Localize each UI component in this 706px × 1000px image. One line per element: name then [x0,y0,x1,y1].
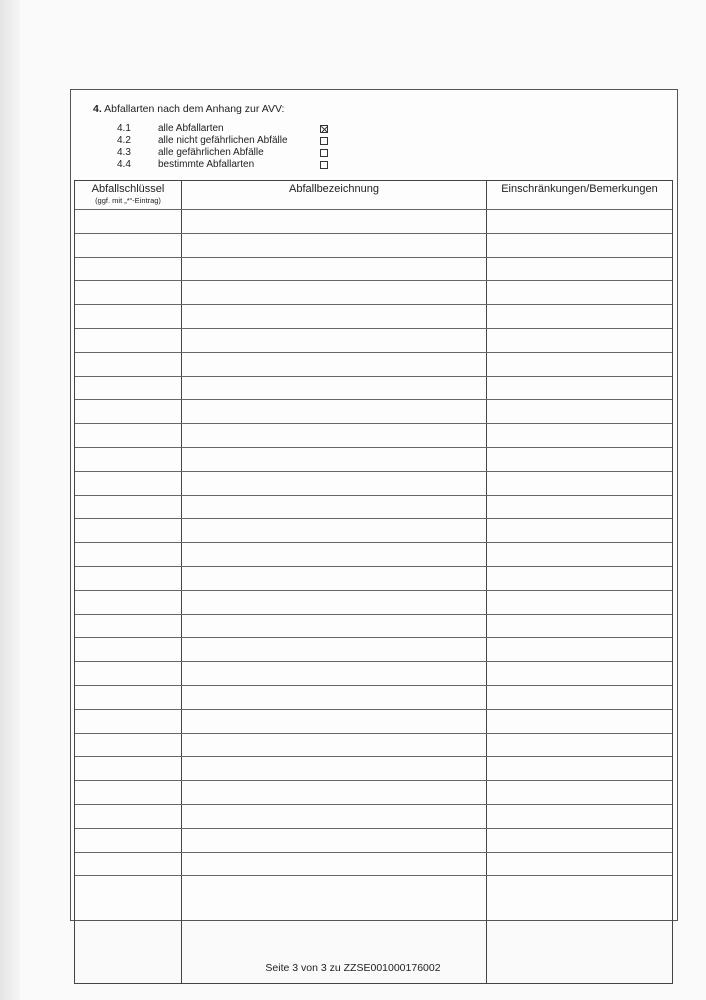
section-number: 4. [93,103,102,115]
option-number: 4.4 [117,159,131,170]
checkbox-all-waste-types[interactable] [320,125,328,133]
column-divider [486,181,487,983]
table-row-line [75,709,672,710]
form-frame [70,89,678,921]
checkbox-hazardous-waste[interactable] [320,149,328,157]
table-row-line [75,614,672,615]
table-row-line [75,257,672,258]
option-label: alle Abfallarten [158,123,224,134]
option-number: 4.2 [117,135,131,146]
table-row-line [75,685,672,686]
table-row-line [75,590,672,591]
table-row-line [75,828,672,829]
table-row-line [75,542,672,543]
table-row-line [75,756,672,757]
table-row-line [75,518,672,519]
header-waste-code: Abfallschlüssel (ggf. mit „*“-Eintrag) [75,183,181,205]
checkbox-specific-waste-types[interactable] [320,161,328,169]
scan-edge [0,0,20,1000]
table-row-line [75,376,672,377]
table-row-line [75,280,672,281]
option-label: alle gefährlichen Abfälle [158,147,264,158]
header-waste-description: Abfallbezeichnung [289,183,379,195]
table-row-line [75,661,672,662]
header-restrictions-remarks: Einschränkungen/Bemerkungen [501,183,658,195]
table-row-line [75,495,672,496]
table-row-line [75,733,672,734]
table-row-line [75,447,672,448]
table-row-line [75,423,672,424]
section-title: Abfallarten nach dem Anhang zur AVV: [104,103,285,115]
option-label: bestimmte Abfallarten [158,159,255,170]
table-row-line [75,399,672,400]
table-row-line [75,471,672,472]
table-row-line [75,637,672,638]
table-row-line [75,852,672,853]
table-row-line [75,304,672,305]
header-waste-code-note: (ggf. mit „*“-Eintrag) [95,196,161,205]
section-heading [93,103,284,115]
table-row-line [75,328,672,329]
table-row-line [75,352,672,353]
option-number: 4.1 [117,123,131,134]
page-footer: Seite 3 von 3 zu ZZSE001000176002 [265,962,441,974]
column-divider [181,181,182,983]
checkbox-non-hazardous-waste[interactable] [320,137,328,145]
table-row-line [75,875,672,876]
table-row-line [75,566,672,567]
table-row-line [75,780,672,781]
table-row-line [75,209,672,210]
waste-code-table [74,180,673,984]
table-row-line [75,233,672,234]
option-number: 4.3 [117,147,131,158]
table-row-line [75,804,672,805]
option-label: alle nicht gefährlichen Abfälle [158,135,288,146]
